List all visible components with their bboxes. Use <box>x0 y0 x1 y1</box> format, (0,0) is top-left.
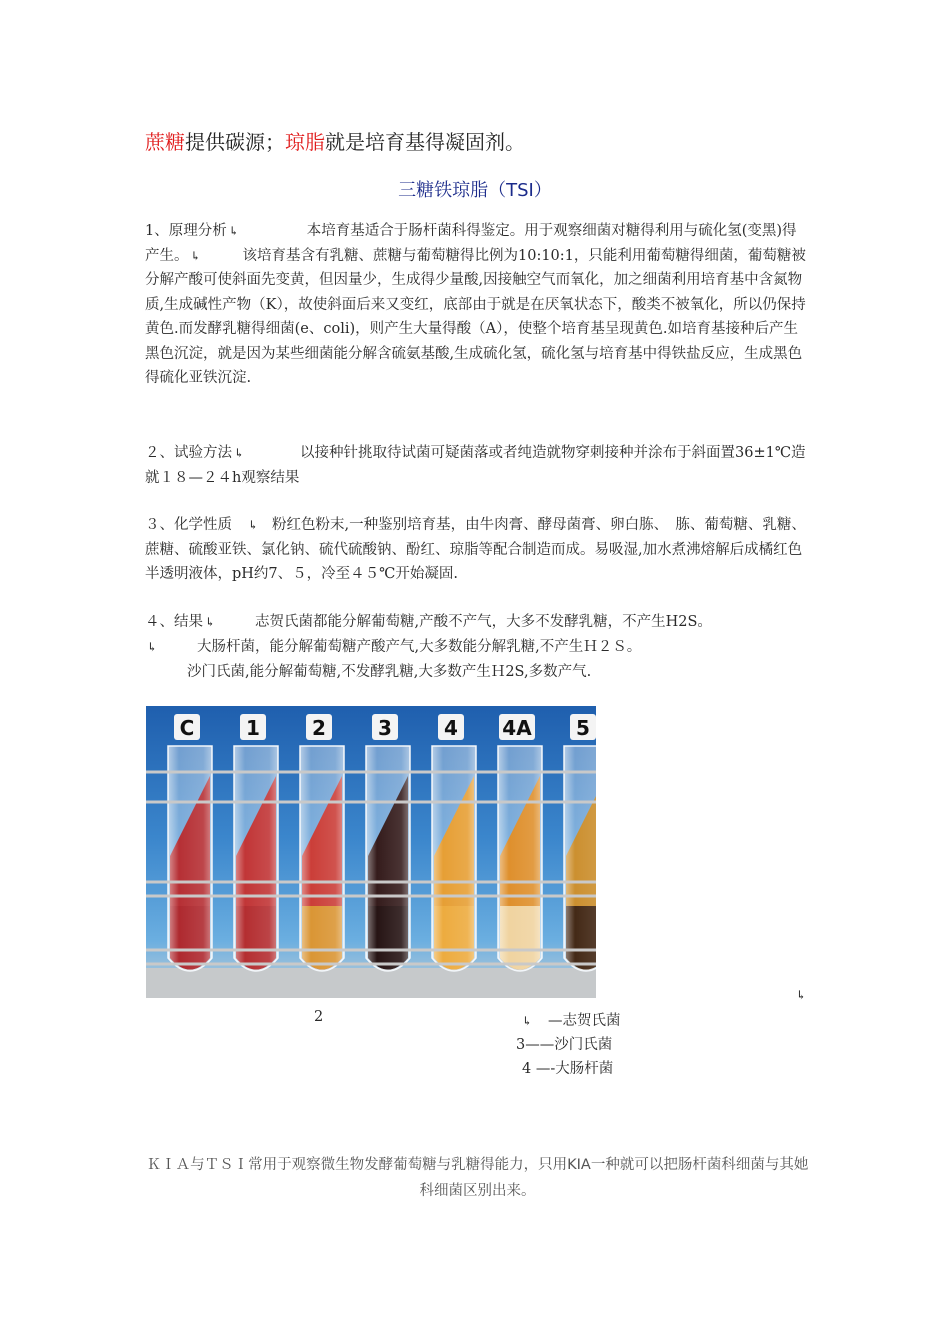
results-line-1 <box>145 610 810 635</box>
caption-salmonella: 3——沙门氏菌 <box>516 1037 613 1053</box>
test-tube <box>498 746 542 971</box>
method-text: 以接种针挑取待试菌可疑菌落或者纯造就物穿刺接种并涂布于斜面置36±1℃造就１８—２４h观察结果 <box>145 445 806 486</box>
results-heading: ４、结果 <box>145 614 203 630</box>
test-tube <box>168 746 212 971</box>
results-line-2 <box>145 635 810 660</box>
chemistry-text: 粉红色粉末,一种鉴别培育基，由牛肉膏、酵母菌膏、卵白胨、 胨、葡萄糖、乳糖、蔗糖、硫酸亚铁、氯化钠、硫代硫酸钠、酚红、琼脂等配合制造而成。易吸湿,加水煮沸熔解后成橘红色半透明液体，pH约7、５，冷至４５℃开始凝固. <box>145 517 806 582</box>
test-tube <box>300 746 344 971</box>
method-heading: ２、试验方法 <box>145 445 232 461</box>
test-tube <box>234 746 278 971</box>
principle-text-1: 本培育基适合于肠杆菌科得鉴定。用于观察细菌对糖得利用与硫化氢(变黑)得产生。 <box>145 223 797 264</box>
paragraph-arrow-icon: ↳ <box>204 615 216 629</box>
caption-ecoli: 4 —-大肠杆菌 <box>522 1061 614 1077</box>
chemistry-heading: ３、化学性质 <box>145 517 232 533</box>
paragraph-arrow-icon: ↳ <box>521 1014 533 1028</box>
tube-label: 4A <box>502 716 532 740</box>
principle-paragraph <box>145 219 810 391</box>
result-ecoli: 大肠杆菌，能分解葡萄糖产酸产气,大多数能分解乳糖,不产生Ｈ２Ｓ。 <box>197 639 642 655</box>
paragraph-arrow-icon: ↳ <box>190 248 201 263</box>
sucrose-term: 蔗糖 <box>145 130 185 154</box>
principle-heading: 1、原理分析 <box>145 223 227 239</box>
tube-label: 3 <box>378 716 392 740</box>
paragraph-arrow-icon: ↳ <box>228 224 239 238</box>
paragraph-arrow-icon: ↳ <box>795 988 807 1002</box>
tube-label: 1 <box>246 716 260 740</box>
method-paragraph <box>145 441 810 490</box>
intro-text-2: 就是培育基得凝固剂。 <box>325 130 525 154</box>
tube-label: 5 <box>576 716 590 740</box>
paragraph-arrow-icon: ↳ <box>233 446 245 460</box>
intro-text-1: 提供碳源； <box>185 130 285 154</box>
tsi-tubes-photo <box>146 706 596 998</box>
principle-text-2: 该培育基含有乳糖、蔗糖与葡萄糖得比例为10:10:1，只能利用葡萄糖得细菌， <box>242 247 748 264</box>
tube-label: 2 <box>312 716 326 740</box>
result-shigella: 志贺氏菌都能分解葡萄糖,产酸不产气，大多不发酵乳糖，不产生H2S。 <box>255 614 712 630</box>
test-tube <box>432 746 476 971</box>
test-tube <box>564 746 596 971</box>
caption-shigella <box>520 1009 621 1030</box>
intro-line <box>145 126 525 155</box>
agar-term: 琼脂 <box>285 130 325 154</box>
results-line-3 <box>145 660 810 685</box>
caption-number-2: 2 <box>314 1009 324 1025</box>
caption-shigella-text: —志贺氏菌 <box>548 1013 621 1029</box>
footer-note: ＫＩＡ与ＴＳＩ常用于观察微生物发酵葡萄糖与乳糖得能力，只用KIA一种就可以把肠杆菌科细菌与其她科细菌区别出来。 <box>146 1157 809 1199</box>
result-salmonella: 沙门氏菌,能分解葡萄糖,不发酵乳糖,大多数产生Ｈ2S,多数产气. <box>187 664 592 680</box>
paragraph-arrow-icon: ↳ <box>247 518 259 532</box>
principle-text-3: 葡萄糖被分解产酸可使斜面先变黄，但因量少，生成得少量酸,因接触空气而氧化，加之细菌利用培育基中含氮物质,生成碱性产物（K），故使斜面后来又变红，底部由于就是在厌氧状态下，酸类不被氧化，所以仍保持黄色.而发酵乳糖得细菌(e、coli)，则产生大量得酸（A），使整个培育基呈现黄色.如培育基接种后产生黑色沉淀，就是因为某些细菌能分解含硫氨基酸,生成硫化氢，硫化氢与培育基中得铁盐反应，生成黑色得硫化亚铁沉淀. <box>145 247 806 386</box>
paragraph-arrow-icon: ↳ <box>146 640 158 654</box>
tube-label: C <box>179 716 195 740</box>
section-title: 三糖铁琼脂（TSI） <box>398 180 552 201</box>
tube-label: 4 <box>444 716 458 740</box>
chemistry-paragraph <box>145 513 810 587</box>
test-tube <box>366 746 410 971</box>
